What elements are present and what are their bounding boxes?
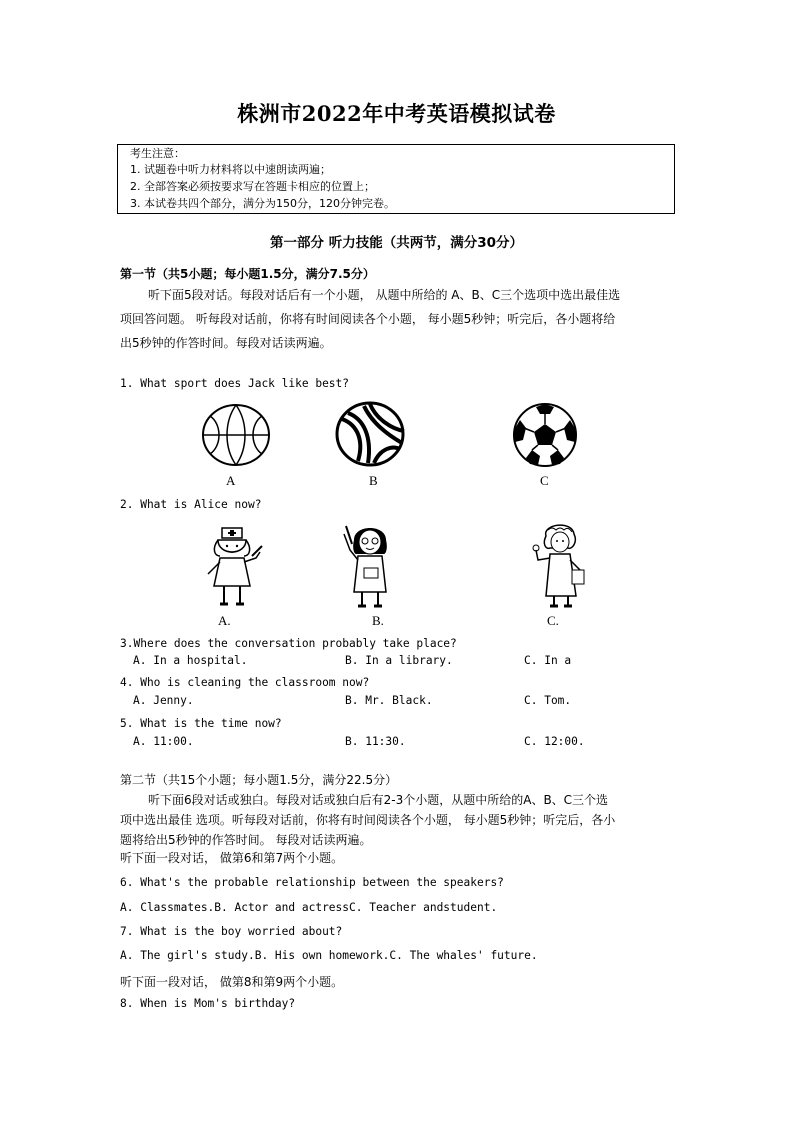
option-b: B. In a library. bbox=[345, 654, 453, 667]
volleyball-icon bbox=[334, 401, 406, 467]
dialogue-intro: 听下面一段对话， 做第6和第7两个小题。 bbox=[120, 851, 344, 865]
nurse-icon bbox=[200, 522, 264, 610]
instruction-line: 听下面5段对话。每段对话后有一个小题， 从题中所给的 A、B、C三个选项中选出最佳选 bbox=[148, 288, 621, 302]
section2-heading: 第二节（共15个小题；每小题1.5分，满分22.5分） bbox=[120, 773, 398, 787]
option-label-a: A. bbox=[218, 613, 231, 628]
option-a: A. In a hospital. bbox=[133, 654, 248, 667]
section2-instructions bbox=[120, 790, 680, 850]
teacher-icon bbox=[338, 520, 404, 610]
question-7-options: A. The girl's study.B. His own homework.C. The whales' future. bbox=[120, 949, 538, 962]
option-c: C. 12:00. bbox=[524, 735, 585, 748]
instruction-line: 题将给出5秒钟的作答时间。 每段对话读两遍。 bbox=[120, 833, 372, 847]
option-b: B. 11:30. bbox=[345, 735, 406, 748]
question-8: 8. When is Mom's birthday? bbox=[120, 997, 296, 1010]
option-label-b: B. bbox=[372, 613, 384, 628]
section1-heading: 第一节（共5小题；每小题1.5分，满分7.5分） bbox=[120, 267, 375, 281]
basketball-icon bbox=[200, 402, 272, 468]
option-a: A. 11:00. bbox=[133, 735, 194, 748]
instruction-line: 项回答问题。 听每段对话前，你将有时间阅读各个小题， 每小题5秒钟；听完后，各小题将给 bbox=[120, 312, 616, 326]
question-5: 5. What is the time now? bbox=[120, 717, 282, 730]
option-label-a: A bbox=[226, 473, 236, 488]
soccer-ball-icon bbox=[510, 402, 580, 468]
instruction-line: 出5秒钟的作答时间。每段对话读两遍。 bbox=[120, 336, 332, 350]
option-a: A. Jenny. bbox=[133, 694, 194, 707]
question-2: 2. What is Alice now? bbox=[120, 498, 262, 511]
question-4: 4. Who is cleaning the classroom now? bbox=[120, 676, 370, 689]
option-label-c: C. bbox=[547, 613, 559, 628]
page-title: 株洲市2022年中考英语模拟试卷 bbox=[237, 101, 556, 126]
notice-item: 3. 本试卷共四个部分，满分为150分，120分钟完卷。 bbox=[130, 197, 395, 210]
instruction-line: 项中选出最佳 选项。听每段对话前，你将有时间阅读各个小题， 每小题5秒钟；听完后，各小 bbox=[120, 813, 616, 827]
dialogue-intro: 听下面一段对话， 做第8和第9两个小题。 bbox=[120, 975, 344, 989]
part1-title: 第一部分 听力技能（共两节，满分30分） bbox=[270, 235, 523, 251]
question-3: 3.Where does the conversation probably take place? bbox=[120, 637, 457, 650]
option-b: B. Mr. Black. bbox=[345, 694, 433, 707]
question-6: 6. What's the probable relationship between the speakers? bbox=[120, 876, 504, 889]
option-c: C. In a bbox=[524, 654, 572, 667]
option-label-b: B bbox=[369, 473, 378, 488]
notice-heading: 考生注意： bbox=[130, 147, 185, 160]
option-c: C. Tom. bbox=[524, 694, 572, 707]
notice-item: 2. 全部答案必须按要求写在答题卡相应的位置上； bbox=[130, 180, 375, 193]
instruction-line: 听下面6段对话或独白。每段对话或独白后有2-3个小题，从题中所给的A、B、C三个选 bbox=[148, 793, 609, 807]
notice-item: 1. 试题卷中听力材料将以中速朗读两遍； bbox=[130, 163, 331, 176]
doctor-icon bbox=[528, 520, 592, 610]
question-6-options: A. Classmates.B. Actor and actressC. Teacher andstudent. bbox=[120, 901, 498, 914]
question-1: 1. What sport does Jack like best? bbox=[120, 377, 350, 390]
section1-instructions bbox=[120, 283, 680, 355]
option-label-c: C bbox=[540, 473, 549, 488]
notice-box bbox=[117, 144, 675, 214]
question-7: 7. What is the boy worried about? bbox=[120, 925, 343, 938]
